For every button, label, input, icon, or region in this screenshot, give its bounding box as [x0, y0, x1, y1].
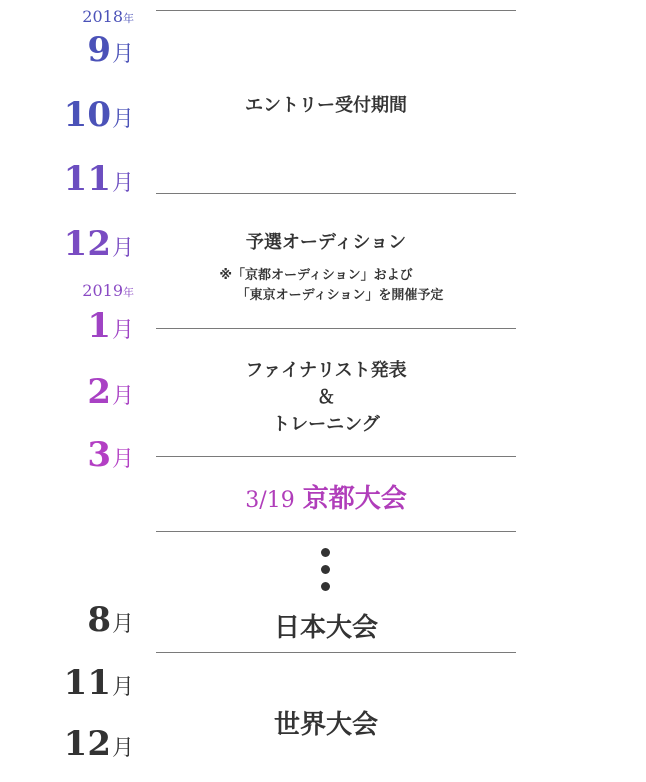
year-unit: 年 [123, 12, 134, 25]
event-kyoto-date: 3/19 [245, 488, 295, 513]
ellipsis-dot-2 [321, 565, 330, 574]
divider-prelim-end [156, 328, 516, 329]
month-number: 12 [63, 224, 111, 264]
month-number: 10 [63, 95, 111, 135]
month-number: 3 [87, 435, 111, 475]
event-kyoto-title: 京都大会 [302, 484, 407, 514]
month-label-nov-2018 [64, 159, 134, 204]
event-training: トレーニング [272, 414, 380, 435]
ellipsis-dot-3 [321, 582, 330, 591]
year-number: 2019 [82, 281, 123, 300]
month-unit: 月 [111, 42, 134, 67]
month-number: 11 [63, 663, 111, 703]
ellipsis-dot-1 [321, 548, 330, 557]
month-unit: 月 [111, 236, 134, 261]
month-label-dec-2018 [64, 224, 134, 269]
month-label-mar-2019 [87, 435, 134, 480]
month-label-jan-2019 [87, 306, 134, 351]
month-label-feb-2019 [87, 372, 134, 417]
month-unit: 月 [111, 736, 134, 761]
divider-japan-end [156, 652, 516, 653]
year-label-2018 [82, 8, 134, 28]
month-number: 8 [87, 600, 111, 640]
month-number: 2 [87, 372, 111, 412]
month-unit: 月 [111, 384, 134, 409]
divider-top [156, 10, 516, 11]
divider-kyoto-end [156, 531, 516, 532]
month-label-aug [87, 600, 134, 645]
month-unit: 月 [111, 171, 134, 196]
year-number: 2018 [82, 7, 123, 26]
divider-entry-end [156, 193, 516, 194]
month-unit: 月 [111, 612, 134, 637]
month-unit: 月 [111, 107, 134, 132]
event-world-tournament: 世界大会 [273, 710, 378, 740]
month-number: 11 [63, 159, 111, 199]
month-unit: 月 [111, 318, 134, 343]
year-unit: 年 [123, 286, 134, 299]
event-ampersand: ＆ [317, 387, 335, 408]
event-japan-tournament: 日本大会 [273, 613, 378, 643]
event-preliminary-audition: 予選オーディション [245, 232, 407, 253]
month-unit: 月 [111, 675, 134, 700]
month-number: 12 [63, 724, 111, 764]
month-label-oct-2018 [64, 95, 134, 140]
month-number: 1 [87, 306, 111, 346]
divider-finalist-end [156, 456, 516, 457]
event-finalist-announcement: ファイナリスト発表 [245, 360, 407, 381]
event-preliminary-note-1: ※「京都オーディション」および [219, 268, 413, 283]
event-kyoto-tournament [156, 478, 496, 515]
month-number: 9 [87, 30, 111, 70]
month-label-dec [64, 724, 134, 769]
year-label-2019 [82, 282, 134, 302]
month-unit: 月 [111, 447, 134, 472]
event-entry-period: エントリー受付期間 [245, 95, 407, 116]
month-label-nov [64, 663, 134, 708]
event-preliminary-note-2: 「東京オーディション」を開催予定 [236, 288, 444, 303]
month-label-sep-2018 [87, 30, 134, 75]
